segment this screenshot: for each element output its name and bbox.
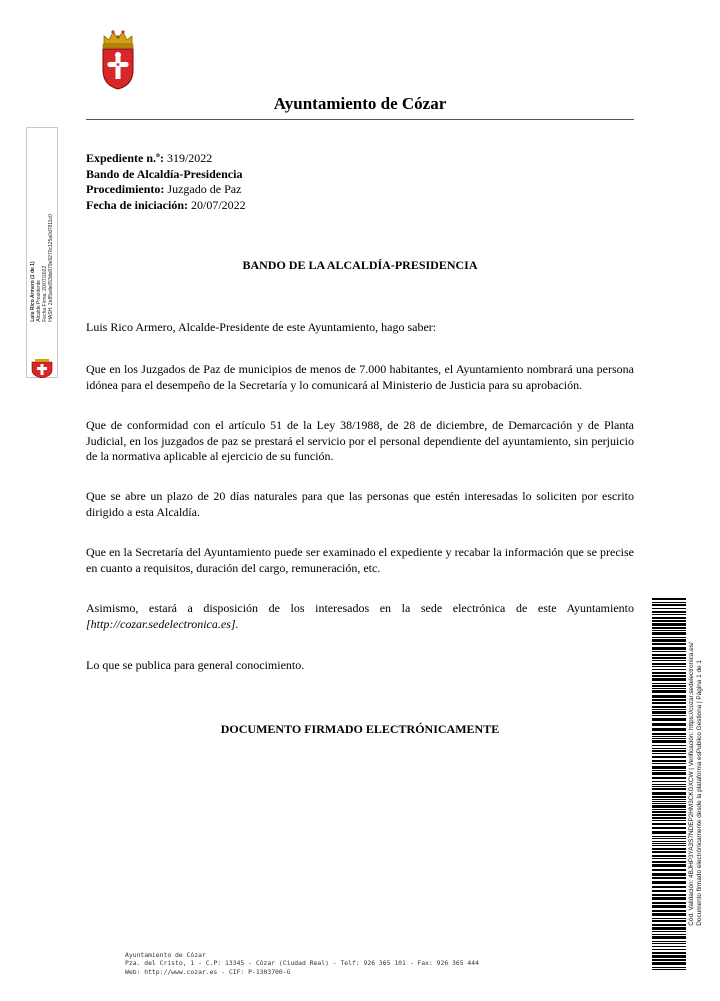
expediente-value: 319/2022 (166, 151, 213, 165)
page-title: Ayuntamiento de Cózar (273, 94, 447, 113)
footer-entity: Ayuntamiento de Cózar (125, 951, 206, 959)
procedimiento-label: Procedimiento: (86, 182, 165, 196)
page-footer (125, 951, 479, 976)
signer-role: Alcalde Presidente (36, 280, 42, 322)
paragraph-plazo: Que se abre un plazo de 20 días naturales para que las personas que estén interesadas lo soliciten por escrito dirigido a esta Alcaldía. (86, 489, 634, 519)
expediente-label: Expediente n.º: (86, 151, 164, 165)
signature-crest-icon (30, 358, 54, 378)
signed-notice: DOCUMENTO FIRMADO ELECTRÓNICAMENTE (220, 722, 500, 736)
barcode-icon (652, 598, 686, 970)
title-divider (86, 119, 634, 120)
verification-code: Cód. Validación: 4BJHP3YA3S7NDEP2HM3CKGXCW | Verificación: https://cozar.sedelectronica.es/ (688, 642, 695, 926)
sede-link[interactable]: [http://cozar.sedelectronica.es]. (86, 616, 239, 631)
signature-date: Fecha Firma: 20/07/2022 (42, 265, 48, 322)
paragraph-secretaria: Que en la Secretaría del Ayuntamiento puede ser examinado el expediente y recabar la información que se precise en cuanto a requisitos, duración del cargo, remuneración, etc. (86, 545, 634, 575)
document-metadata (86, 151, 246, 213)
town-crest-icon (99, 28, 137, 90)
paragraph-closing: Lo que se publica para general conocimiento. (86, 658, 305, 672)
verification-platform: Documento firmado electrónicamente desde la plataforma esPublico Gestiona | Página 1 de 1 (696, 660, 703, 926)
document-heading: BANDO DE LA ALCALDÍA-PRESIDENCIA (242, 258, 478, 272)
paragraph-ley: Que de conformidad con el artículo 51 de la Ley 38/1988, de 28 de diciembre, de Demarcación y de Planta Judicial, en los juzgados de paz se prestará el servicio por el personal dependiente del ayuntamiento, sin perjuicio de la normativa aplicable al ejercicio de su función. (86, 418, 634, 463)
footer-address: Pza. del Cristo, 1 - C.P: 13345 - Cózar (Ciudad Real) - Telf: 926 365 101 - Fax: 926 365 444 (125, 959, 479, 968)
paragraph-sede (86, 601, 634, 632)
sede-text: Asimismo, estará a disposición de los interesados en la sede electrónica de este Ayuntamiento (86, 601, 634, 615)
signer-name: Luis Rico Armero (1 de 1) (30, 261, 36, 322)
fecha-value: 20/07/2022 (191, 197, 246, 212)
fecha-label: Fecha de iniciación: (86, 197, 188, 212)
paragraph-juzgados: Que en los Juzgados de Paz de municipios de menos de 7.000 habitantes, el Ayuntamiento nombrará una persona idónea para el desempeño de la Secretaría y lo comunicará al Ministerio de Justicia para su aprobación. (86, 362, 634, 392)
bando-label: Bando de Alcaldía-Presidencia (86, 166, 243, 181)
footer-web: Web: http://www.cozar.es - CIF: P-1303700-G (125, 967, 291, 976)
paragraph-intro: Luis Rico Armero, Alcalde-Presidente de este Ayuntamiento, hago saber: (86, 320, 437, 334)
signature-hash: HASH: 2e85ade653de879e9270c125a0d7811c0 (48, 214, 54, 322)
procedimiento-value: Juzgado de Paz (167, 182, 242, 196)
